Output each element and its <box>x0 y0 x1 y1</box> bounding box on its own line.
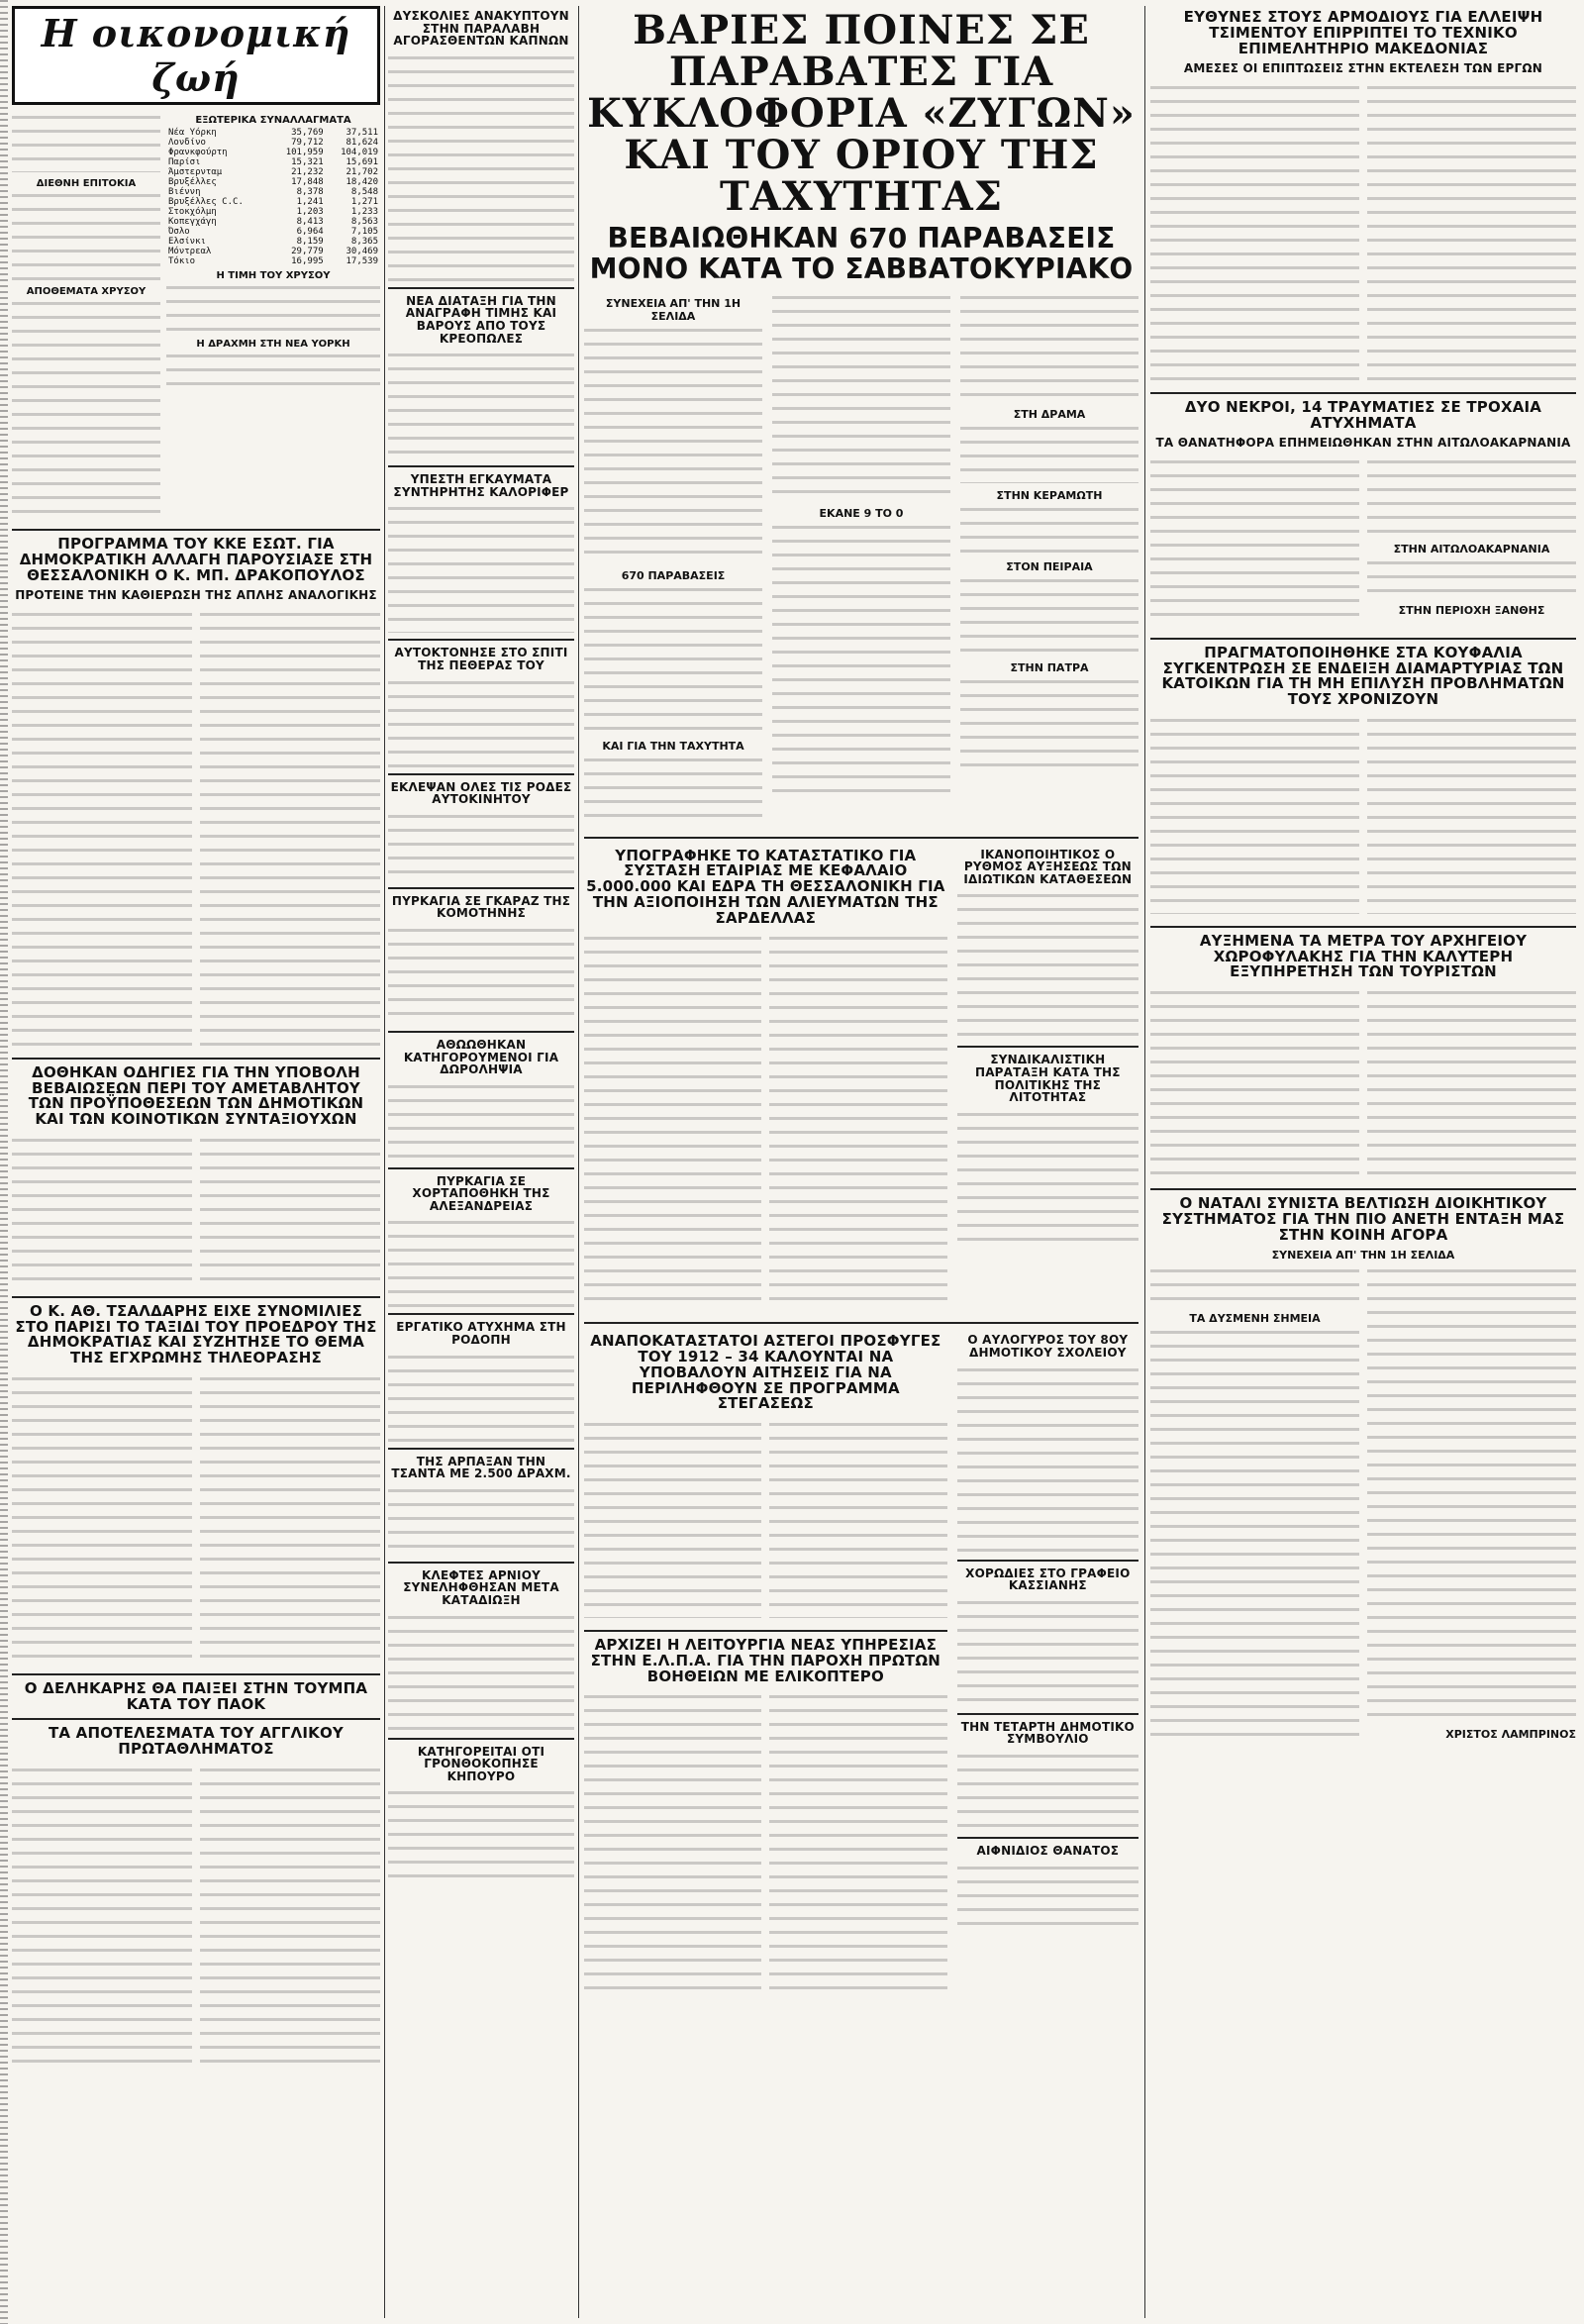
currency-sell: 1,233 <box>350 207 378 217</box>
currency-name: Βρυξέλλες C.C. <box>168 197 244 207</box>
gardener-assault-headline: ΚΑΤΗΓΟΡΕΙΤΑΙ ΟΤΙ ΓΡΟΝΘΟΚΟΠΗΣΕ ΚΗΠΟΥΡΟ <box>417 1744 545 1783</box>
currency-buy: 21,232 <box>291 167 324 177</box>
currency-row <box>166 157 380 167</box>
currency-sell: 104,019 <box>341 148 378 157</box>
currency-buy: 35,769 <box>291 128 324 138</box>
currency-buy: 1,241 <box>296 197 324 207</box>
currency-table <box>166 128 380 266</box>
currency-row <box>166 217 380 227</box>
gold-price-header: Η ΤΙΜΗ ΤΟΥ ΧΡΥΣΟΥ <box>216 270 331 281</box>
currency-buy: 15,321 <box>291 157 324 167</box>
tsaldaris-paris-headline: Ο Κ. ΑΘ. ΤΣΑΛΔΑΡΗΣ ΕΙΧΕ ΣΥΝΟΜΙΛΙΕΣ ΣΤΟ ΠΑΡΙΣΙ ΤΟ ΤΑΞΙΔΙ ΤΟΥ ΠΡΟΕΔΡΟΥ ΤΗΣ ΔΗΜΟΚΡΑΤΙΑΣ ΚΑΙ ΣΥΖΗΤΗΣΕ ΤΟ ΘΕΜΑ ΤΗΣ ΕΓΧΡΩΜΗΣ ΤΗΛΕΟΡΑΣΗΣ <box>15 1301 377 1367</box>
traffic-accidents-subhead: ΤΑ ΘΑΝΑΤΗΦΟΡΑ ΕΠΗΜΕΙΩΘΗΚΑΝ ΣΤΗΝ ΑΙΤΩΛΟΑΚΑΡΝΑΝΙΑ <box>1155 436 1571 451</box>
gold-reserves-header: ΑΠΟΘΕΜΑΤΑ ΧΡΥΣΟΥ <box>26 286 147 297</box>
currency-row <box>166 187 380 197</box>
suicide-headline: ΑΥΤΟΚΤΟΝΗΣΕ ΣΤΟ ΣΠΙΤΙ ΤΗΣ ΠΕΘΕΡΑΣ ΤΟΥ <box>394 646 568 672</box>
work-accident-headline: ΕΡΓΑΤΙΚΟ ΑΤΥΧΗΜΑ ΣΤΗ ΡΟΔΟΠΗ <box>396 1320 566 1348</box>
currency-name: Λονδίνο <box>168 138 206 148</box>
currency-name: Τόκιο <box>168 256 196 266</box>
center-section <box>584 6 1138 2318</box>
butchers-headline: ΝΕΑ ΔΙΑΤΑΞΗ ΓΙΑ ΤΗΝ ΑΝΑΓΡΑΦΗ ΤΙΜΗΣ ΚΑΙ ΒΑΡΟΥΣ ΑΠΟ ΤΟΥΣ ΚΡΕΟΠΩΛΕΣ <box>405 293 557 346</box>
sect-xanthi: ΣΤΗΝ ΠΕΡΙΟΧΗ ΞΑΝΘΗΣ <box>1398 603 1545 617</box>
currency-buy: 1,203 <box>296 207 324 217</box>
natali-eec-headline: Ο ΝΑΤΑΛΙ ΣΥΝΙΣΤΑ ΒΕΛΤΙΩΣΗ ΔΙΟΙΚΗΤΙΚΟΥ ΣΥΣΤΗΜΑΤΟΣ ΓΙΑ ΤΗΝ ΠΙΟ ΑΝΕΤΗ ΕΝΤΑΞΗ ΜΑΣ ΣΤΗΝ ΚΟΙΝΗ ΑΓΟΡΑ <box>1161 1194 1565 1244</box>
markets-block <box>12 111 380 523</box>
currency-buy: 8,159 <box>296 237 324 247</box>
currency-name: Μόντρεαλ <box>168 247 212 256</box>
helicopter-service-headline: ΑΡΧΙΖΕΙ Η ΛΕΙΤΟΥΡΓΙΑ ΝΕΑΣ ΥΠΗΡΕΣΙΑΣ ΣΤΗΝ Ε.Λ.Π.Α. ΓΙΑ ΤΗΝ ΠΑΡΟΧΗ ΠΡΩΤΩΝ ΒΟΗΘΕΙΩΝ ΜΕ ΕΛΙΚΟΠΤΕΡΟ <box>590 1636 941 1685</box>
sect-weak-points: ΤΑ ΔΥΣΜΕΝΗ ΣΗΜΕΙΑ <box>1189 1312 1321 1326</box>
lamb-thieves-headline: ΚΛΕΦΤΕΣ ΑΡΝΙΟΥ ΣΥΝΕΛΗΦΘΗΣΑΝ ΜΕΤΑ ΚΑΤΑΔΙΩΞΗ <box>403 1567 559 1608</box>
tobacco-headline: ΔΥΣΚΟΛΙΕΣ ΑΝΑΚΥΠΤΟΥΝ ΣΤΗΝ ΠΑΡΑΛΑΒΗ ΑΓΟΡΑΣΘΕΝΤΩΝ ΚΑΠΝΩΝ <box>393 9 569 49</box>
bribery-acquittal-headline: ΑΘΩΩΘΗΚΑΝ ΚΑΤΗΓΟΡΟΥΜΕΝΟΙ ΓΙΑ ΔΩΡΟΛΗΨΙΑ <box>403 1037 559 1077</box>
currency-name: Βρυξέλλες <box>168 177 217 187</box>
wheels-stolen-headline: ΕΚΛΕΨΑΝ ΟΛΕΣ ΤΙΣ ΡΟΔΕΣ ΑΥΤΟΚΙΝΗΤΟΥ <box>390 779 572 807</box>
koufalia-headline: ΠΡΑΓΜΑΤΟΠΟΙΗΘΗΚΕ ΣΤΑ ΚΟΥΦΑΛΙΑ ΣΥΓΚΕΝΤΡΩΣΗ ΣΕ ΕΝΔΕΙΞΗ ΔΙΑΜΑΡΤΥΡΙΑΣ ΤΩΝ ΚΑΤΟΙΚΩΝ ΓΙΑ ΤΗ ΜΗ ΕΠΙΛΥΣΗ ΠΡΟΒΛΗΜΑΤΩΝ ΤΟΥΣ ΧΡΟΝΙΖΟΥΝ <box>1161 643 1565 709</box>
markets-left-header: ΔΙΕΘΝΗ ΕΠΙΤΟΚΙΑ <box>36 178 137 189</box>
cement-subhead: ΑΜΕΣΕΣ ΟΙ ΕΠΙΠΤΩΣΕΙΣ ΣΤΗΝ ΕΚΤΕΛΕΣΗ ΤΩΝ ΕΡΓΩΝ <box>1183 61 1543 76</box>
currency-name: Φρανκφούρτη <box>168 148 228 157</box>
currency-sell: 37,511 <box>346 128 378 138</box>
currency-row <box>166 177 380 187</box>
garage-fire-headline: ΠΥΡΚΑΓΙΑ ΣΕ ΓΚΑΡΑΖ ΤΗΣ ΚΟΜΟΤΗΝΗΣ <box>391 893 571 921</box>
cement-headline: ΕΥΘΥΝΕΣ ΣΤΟΥΣ ΑΡΜΟΔΙΟΥΣ ΓΙΑ ΕΛΛΕΙΨΗ ΤΣΙΜΕΝΤΟΥ ΕΠΙΡΡΙΠΤΕΙ ΤΟ ΤΕΧΝΙΚΟ ΕΠΙΜΕΛΗΤΗΡΙΟ ΜΑΚΕΔΟΝΙΑΣ <box>1183 8 1543 57</box>
currency-buy: 79,712 <box>291 138 324 148</box>
choirs-headline: ΧΟΡΩΔΙΕΣ ΣΤΟ ΓΡΑΦΕΙΟ ΚΑΣΣΙΑΝΗΣ <box>965 1566 1131 1593</box>
currency-sell: 8,563 <box>350 217 378 227</box>
currency-name: Ελσίνκι <box>168 237 206 247</box>
bag-snatch-headline: ΤΗΣ ΑΡΠΑΞΑΝ ΤΗΝ ΤΣΑΝΤΑ ΜΕ 2.500 ΔΡΑΧΜ. <box>391 1454 571 1481</box>
currency-row <box>166 256 380 266</box>
lead-columns <box>584 291 1138 831</box>
currency-sell: 8,365 <box>350 237 378 247</box>
lead-sect-keramoti: ΣΤΗΝ ΚΕΡΑΜΩΤΗ <box>996 488 1103 502</box>
markets-right <box>166 111 380 523</box>
hay-fire-headline: ΠΥΡΚΑΓΙΑ ΣΕ ΧΟΡΤΑΠΟΘΗΚΗ ΤΗΣ ΑΛΕΞΑΝΔΡΕΙΑΣ <box>412 1173 550 1213</box>
currency-name: Παρίσι <box>168 157 201 167</box>
lead-sect-piraeus: ΣΤΟΝ ΠΕΙΡΑΙΑ <box>1006 559 1093 573</box>
lead-continuation: ΣΥΝΕΧΕΙΑ ΑΠ' ΤΗΝ 1Η ΣΕΛΙΔΑ <box>605 296 742 323</box>
deposits-headline: ΙΚΑΝΟΠΟΙΗΤΙΚΟΣ Ο ΡΥΘΜΟΣ ΑΥΞΗΣΕΩΣ ΤΩΝ ΙΔΙΩΤΙΚΩΝ ΚΑΤΑΘΕΣΕΩΝ <box>963 847 1133 886</box>
lead-sect-drama: ΣΤΗ ΔΡΑΜΑ <box>1013 407 1086 421</box>
column-2 <box>388 6 574 2318</box>
markets-left <box>12 111 160 523</box>
currency-row <box>166 227 380 237</box>
currency-row <box>166 237 380 247</box>
currency-row <box>166 148 380 157</box>
currency-buy: 17,848 <box>291 177 324 187</box>
lead-headline: ΒΑΡΙΕΣ ΠΟΙΝΕΣ ΣΕ ΠΑΡΑΒΑΤΕΣ ΓΙΑ ΚΥΚΛΟΦΟΡΙΑ «ΖΥΓΩΝ» ΚΑΙ ΤΟΥ ΟΡΙΟΥ ΤΗΣ ΤΑΧΥΤΗΤΑΣ <box>587 7 1136 220</box>
lead-sect-patra: ΣΤΗΝ ΠΑΤΡΑ <box>1010 660 1089 674</box>
currency-sell: 30,469 <box>346 247 378 256</box>
delikaris-paok-headline: Ο ΔΕΛΗΚΑΡΗΣ ΘΑ ΠΑΙΞΕΙ ΣΤΗΝ ΤΟΥΜΠΑ ΚΑΤΑ ΤΟΥ ΠΑΟΚ <box>24 1678 368 1713</box>
currency-buy: 16,995 <box>291 256 324 266</box>
column-1 <box>12 6 380 2318</box>
lead-subhead: ΒΕΒΑΙΩΘΗΚΑΝ 670 ΠΑΡΑΒΑΣΕΙΣ ΜΟΝΟ ΚΑΤΑ ΤΟ ΣΑΒΒΑΤΟΚΥΡΙΑΚΟ <box>589 222 1134 285</box>
heater-burns-headline: ΥΠΕΣΤΗ ΕΓΚΑΥΜΑΤΑ ΣΥΝΤΗΡΗΤΗΣ ΚΑΛΟΡΙΦΕΡ <box>393 472 569 499</box>
masthead-title: Η οικονομική ζωή <box>12 6 380 105</box>
sardine-company-headline: ΥΠΟΓΡΑΦΗΚΕ ΤΟ ΚΑΤΑΣΤΑΤΙΚΟ ΓΙΑ ΣΥΣΤΑΣΗ ΕΤΑΙΡΙΑΣ ΜΕ ΚΕΦΑΛΑΙΟ 5.000.000 ΚΑΙ ΕΔΡΑ ΤΗ ΘΕΣΣΑΛΟΝΙΚΗ ΓΙΑ ΤΗΝ ΑΞΙΟΠΟΙΗΣΗ ΤΩΝ ΑΛΙΕΥΜΑΤΩΝ ΤΗΣ ΣΑΡΔΕΛΛΑΣ <box>586 846 945 927</box>
union-faction-headline: ΣΥΝΔΙΚΑΛΙΣΤΙΚΗ ΠΑΡΑΤΑΞΗ ΚΑΤΑ ΤΗΣ ΠΟΛΙΤΙΚΗΣ ΤΗΣ ΛΙΤΟΤΗΤΑΣ <box>974 1053 1121 1105</box>
currency-sell: 21,702 <box>346 167 378 177</box>
simple-proportional-subhead: ΠΡΟΤΕΙΝΕ ΤΗΝ ΚΑΘΙΕΡΩΣΗ ΤΗΣ ΑΠΛΗΣ ΑΝΑΛΟΓΙΚΗΣ <box>15 588 377 603</box>
sudden-death-headline: ΑΙΦΝΙΔΙΟΣ ΘΑΝΑΤΟΣ <box>976 1843 1120 1858</box>
currency-name: Βιέννη <box>168 187 201 197</box>
currency-buy: 6,964 <box>296 227 324 237</box>
currency-buy: 8,378 <box>296 187 324 197</box>
left-edge-strip <box>0 0 8 2324</box>
currency-row <box>166 207 380 217</box>
tourists-police-headline: ΑΥΞΗΜΕΝΑ ΤΑ ΜΕΤΡΑ ΤΟΥ ΑΡΧΗΓΕΙΟΥ ΧΩΡΟΦΥΛΑΚΗΣ ΓΙΑ ΤΗΝ ΚΑΛΥΤΕΡΗ ΕΞΥΠΗΡΕΤΗΣΗ ΤΩΝ ΤΟΥΡΙΣΤΩΝ <box>1199 931 1528 981</box>
currency-buy: 29,779 <box>291 247 324 256</box>
currency-row <box>166 138 380 148</box>
currency-table-header: ΕΞΩΤΕΡΙΚΑ ΣΥΝΑΛΛΑΓΜΑΤΑ <box>195 115 351 126</box>
drachma-ny-header: Η ΔΡΑΧΜΗ ΣΤΗ ΝΕΑ ΥΟΡΚΗ <box>196 339 350 350</box>
right-section <box>1150 6 1576 2318</box>
currency-row <box>166 197 380 207</box>
currency-name: Άμστερνταμ <box>168 167 223 177</box>
currency-sell: 7,105 <box>350 227 378 237</box>
currency-row <box>166 247 380 256</box>
natali-continuation: ΣΥΝΕΧΕΙΑ ΑΠ' ΤΗΝ 1Η ΣΕΛΙΔΑ <box>1271 1249 1455 1263</box>
school-yard-headline: Ο ΑΥΛΟΓΥΡΟΣ ΤΟΥ 8ΟΥ ΔΗΜΟΤΙΚΟΥ ΣΧΟΛΕΙΟΥ <box>967 1333 1129 1360</box>
currency-sell: 17,539 <box>346 256 378 266</box>
currency-sell: 8,548 <box>350 187 378 197</box>
sect-aitoloakarnania: ΣΤΗΝ ΑΙΤΩΛΟΑΚΑΡΝΑΝΙΑ <box>1393 542 1550 556</box>
currency-buy: 101,959 <box>285 148 324 157</box>
lead-sect-670: 670 ΠΑΡΑΒΑΣΕΙΣ <box>621 568 726 582</box>
currency-name: Στοκχόλμη <box>168 207 217 217</box>
currency-row <box>166 128 380 138</box>
currency-name: Νέα Υόρκη <box>168 128 217 138</box>
currency-sell: 18,420 <box>346 177 378 187</box>
currency-sell: 15,691 <box>346 157 378 167</box>
currency-name: Κοπεγχάγη <box>168 217 217 227</box>
council-headline: ΤΗΝ ΤΕΤΑΡΤΗ ΔΗΜΟΤΙΚΟ ΣΥΜΒΟΥΛΙΟ <box>960 1719 1135 1747</box>
currency-row <box>166 167 380 177</box>
english-league-headline: ΤΑ ΑΠΟΤΕΛΕΣΜΑΤΑ ΤΟΥ ΑΓΓΛΙΚΟΥ ΠΡΩΤΑΘΛΗΜΑΤΟΣ <box>49 1724 344 1759</box>
currency-buy: 8,413 <box>296 217 324 227</box>
refugees-housing-headline: ΑΝΑΠΟΚΑΤΑΣΤΑΤΟΙ ΑΣΤΕΓΟΙ ΠΡΟΣΦΥΓΕΣ ΤΟΥ 1912 – 34 ΚΑΛΟΥΝΤΑΙ ΝΑ ΥΠΟΒΑΛΟΥΝ ΑΙΤΗΣΕΙΣ ΓΙΑ ΝΑ ΠΕΡΙΛΗΦΘΟΥΝ ΣΕ ΠΡΟΓΡΑΜΜΑ ΣΤΕΓΑΣΕΩΣ <box>590 1332 941 1413</box>
currency-sell: 1,271 <box>350 197 378 207</box>
pensioners-instructions-headline: ΔΟΘΗΚΑΝ ΟΔΗΓΙΕΣ ΓΙΑ ΤΗΝ ΥΠΟΒΟΛΗ ΒΕΒΑΙΩΣΕΩΝ ΠΕΡΙ ΤΟΥ ΑΜΕΤΑΒΛΗΤΟΥ ΤΩΝ ΠΡΟΫΠΟΘΕΣΕΩΝ ΤΩΝ ΔΗΜΟΤΙΚΩΝ ΚΑΙ ΤΩΝ ΚΟΙΝΟΤΙΚΩΝ ΣΥΝΤΑΞΙΟΥΧΩΝ <box>28 1062 364 1129</box>
kke-program-headline: ΠΡΟΓΡΑΜΜΑ ΤΟΥ ΚΚΕ ΕΣΩΤ. ΓΙΑ ΔΗΜΟΚΡΑΤΙΚΗ ΑΛΛΑΓΗ ΠΑΡΟΥΣΙΑΣΕ ΣΤΗ ΘΕΣΣΑΛΟΝΙΚΗ Ο Κ. ΜΠ. ΔΡΑΚΟΠΟΥΛΟΣ <box>19 535 373 584</box>
byline: ΧΡΙΣΤΟΣ ΛΑΜΠΡΙΝΟΣ <box>1445 1728 1576 1742</box>
lead-sect-score: ΕΚΑΝΕ 9 ΤΟ 0 <box>819 506 904 520</box>
currency-name: Όσλο <box>168 227 190 237</box>
lead-sect-speed: ΚΑΙ ΓΙΑ ΤΗΝ ΤΑΧΥΤΗΤΑ <box>602 739 744 753</box>
currency-sell: 81,624 <box>346 138 378 148</box>
traffic-accidents-headline: ΔΥΟ ΝΕΚΡΟΙ, 14 ΤΡΑΥΜΑΤΙΕΣ ΣΕ ΤΡΟΧΑΙΑ ΑΤΥΧΗΜΑΤΑ <box>1184 397 1542 432</box>
